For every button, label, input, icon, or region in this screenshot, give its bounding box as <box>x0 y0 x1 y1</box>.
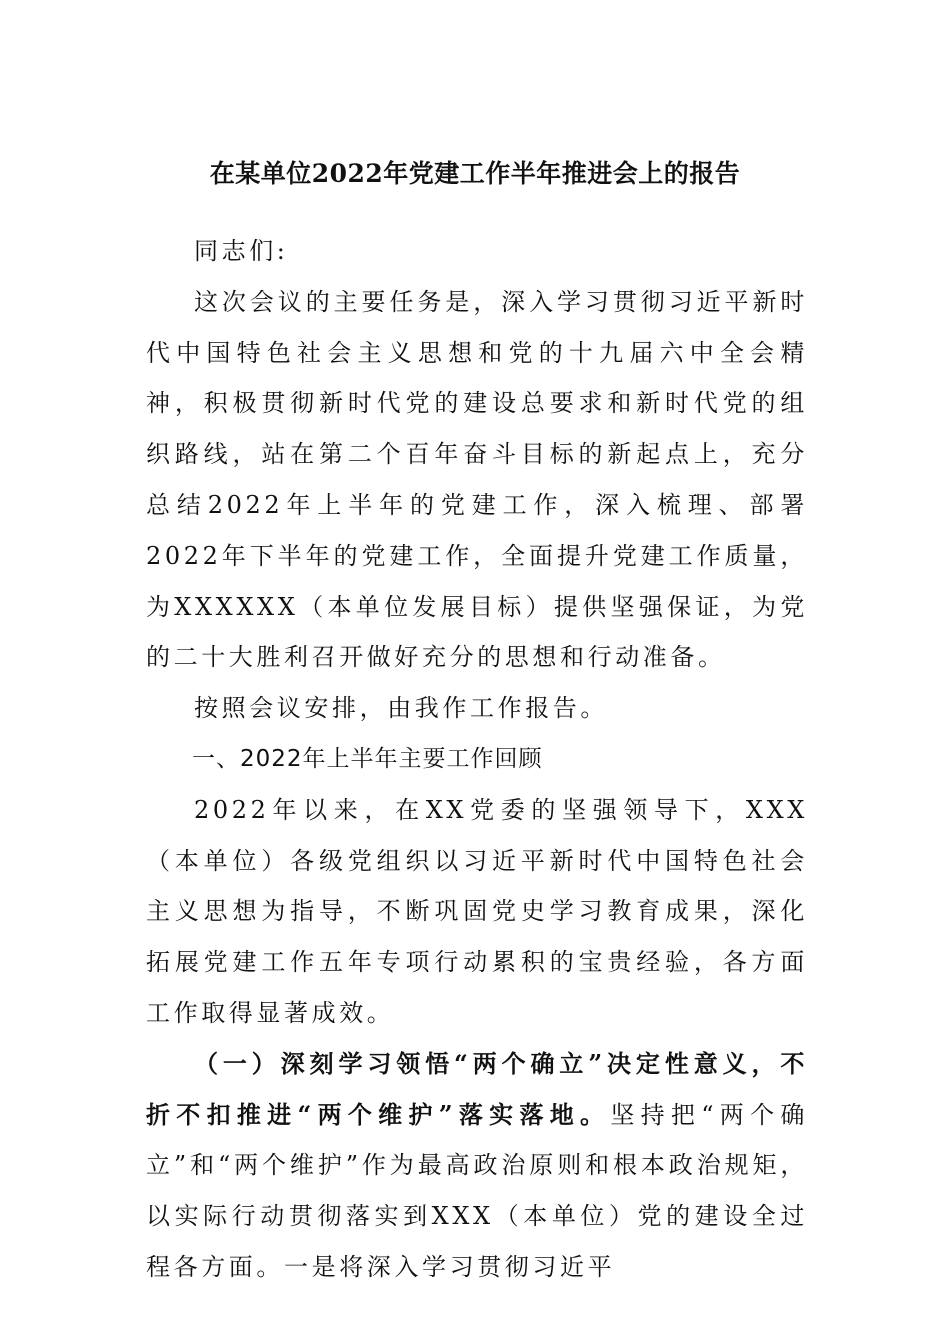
paragraph-arrangement: 按照会议安排，由我作工作报告。 <box>194 694 608 723</box>
document-body <box>146 226 808 1293</box>
paragraph-intro: 这次会议的主要任务是，深入学习贯彻习近平新时代中国特色社会主义思想和党的十九届六中全会精神，积极贯彻新时代党的建设总要求和新时代党的组织路线，站在第二个百年奋斗目标的新起点上，充分总结2022年上半年的党建工作，深入梳理、部署2022年下半年的党建工作，全面提升党建工作质量，为XXXXXX（本单位发展目标）提供坚强保证，为党的二十大胜利召开做好充分的思想和行动准备。 <box>146 287 808 672</box>
subsection-heading: （一）深刻学习领悟“两个确立”决定性意义，不折不扣推进“两个维护”落实落地。 <box>146 1048 808 1129</box>
subsection-body: 坚持把“两个确立”和“两个维护”作为最高政治原则和根本政治规矩，以实际行动贯彻落实到XXX（本单位）党的建设全过程各方面。一是将深入学习贯彻习近平 <box>146 1100 808 1281</box>
paragraph-subsection <box>146 1039 808 1293</box>
section-heading: 一、2022年上半年主要工作回顾 <box>192 745 543 772</box>
paragraph-section-body: 2022年以来，在XX党委的坚强领导下，XXX（本单位）各级党组织以习近平新时代中国特色社会主义思想为指导，不断巩固党史学习教育成果，深化拓展党建工作五年专项行动累积的宝贵经验，各方面工作取得显著成效。 <box>146 795 808 1027</box>
salutation: 同志们: <box>194 237 289 265</box>
document-title: 在某单位2022年党建工作半年推进会上的报告 <box>209 159 741 188</box>
